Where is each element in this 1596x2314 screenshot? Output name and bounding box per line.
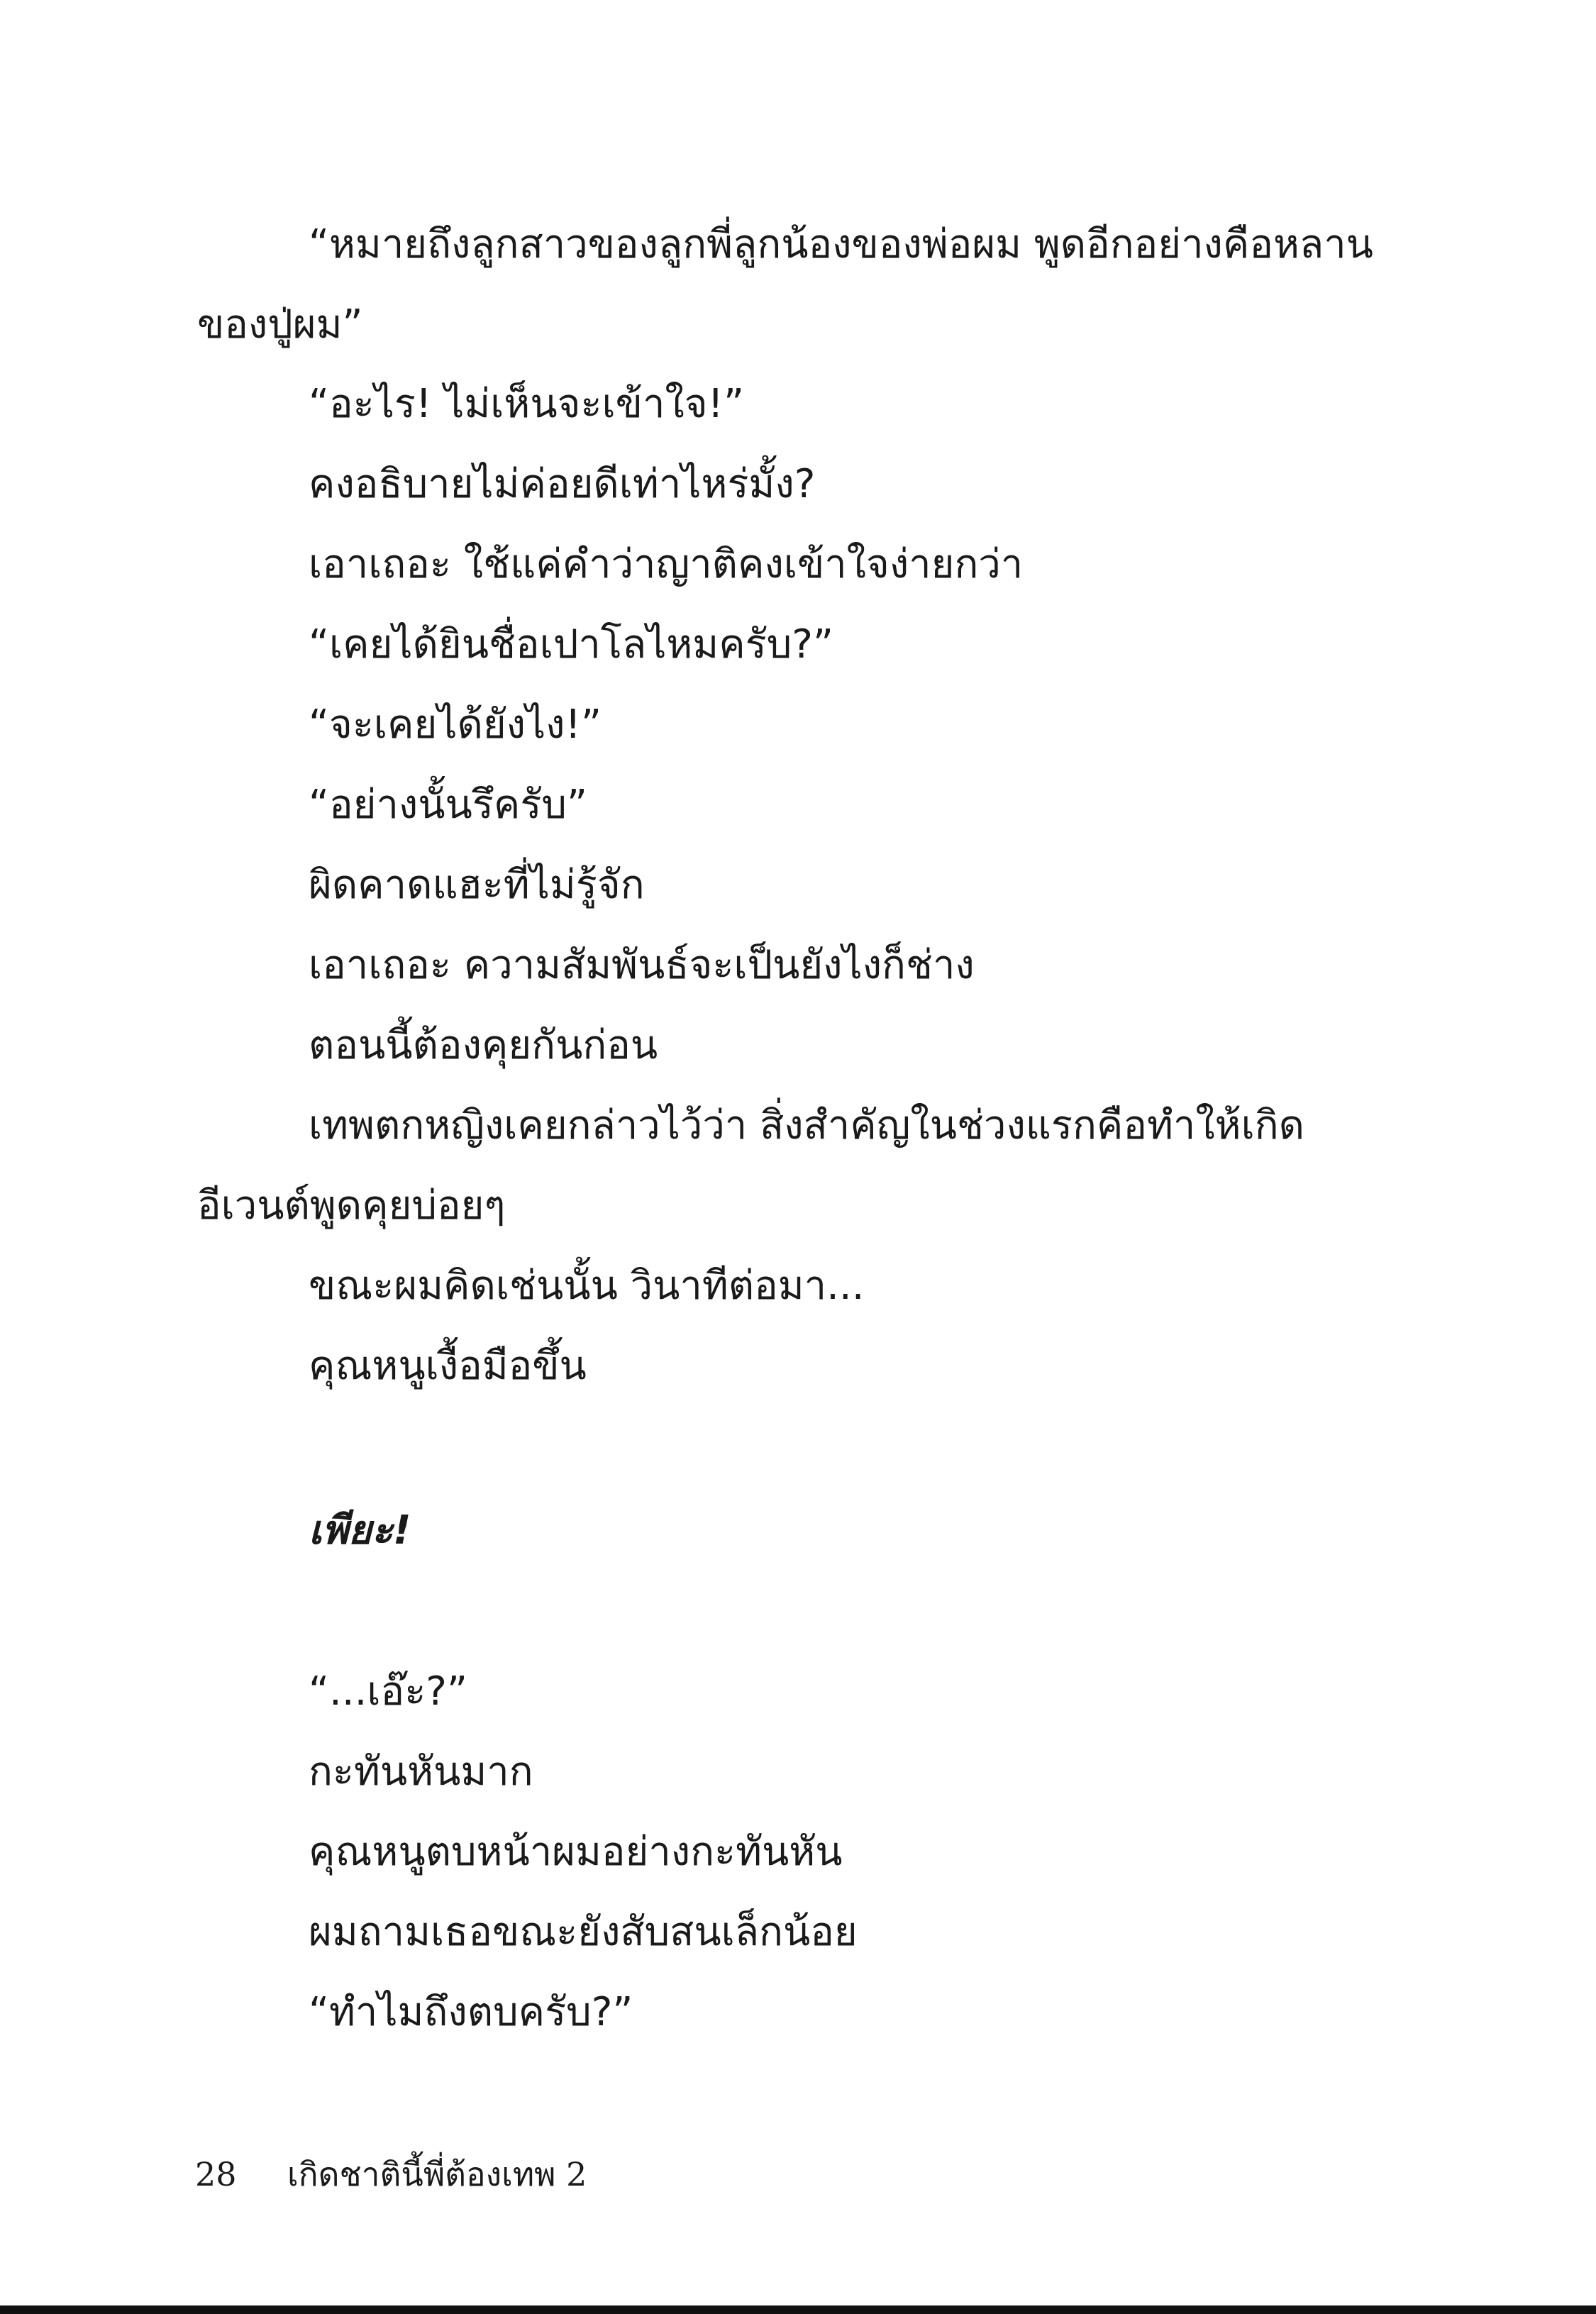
text-line: ผิดคาดแฮะที่ไม่รู้จัก (309, 862, 645, 908)
text-line: เทพตกหญิงเคยกล่าวไว้ว่า สิ่งสำคัญในช่วงแรกคือทำให้เกิด (309, 1102, 1304, 1148)
text-line: ตอนนี้ต้องคุยกันก่อน (309, 1022, 658, 1068)
text-line: เอาเถอะ ความสัมพันธ์จะเป็นยังไงก็ช่าง (309, 942, 975, 988)
text-line: ของปู่ผม” (197, 301, 363, 348)
text-line: “อะไร! ไม่เห็นจะเข้าใจ!” (309, 381, 745, 427)
text-line: กะทันหันมาก (309, 1749, 533, 1795)
text-line: “...เอ๊ะ?” (309, 1668, 467, 1715)
page-number: 28 (195, 2155, 237, 2193)
text-line: เอาเถอะ ใช้แค่คำว่าญาติคงเข้าใจง่ายกว่า (309, 541, 1024, 587)
bottom-edge-rule (0, 2305, 1596, 2314)
running-footer-title: เกิดชาตินี้พี่ต้องเทพ 2 (287, 2155, 587, 2193)
text-line: คุณหนูตบหน้าผมอย่างกะทันหัน (309, 1829, 843, 1875)
text-line: ผมถามเธอขณะยังสับสนเล็กน้อย (309, 1909, 858, 1955)
text-line: “ทำไมถึงตบครับ?” (309, 1989, 633, 2035)
text-line: ขณะผมคิดเช่นนั้น วินาทีต่อมา... (309, 1263, 865, 1309)
text-line: คุณหนูเงื้อมือขึ้น (309, 1343, 587, 1389)
text-line: “หมายถึงลูกสาวของลูกพี่ลูกน้องของพ่อผม พูดอีกอย่างคือหลาน (309, 221, 1373, 267)
sound-effect-text: เพียะ! (309, 1507, 411, 1554)
text-line: อีเวนต์พูดคุยบ่อยๆ (197, 1183, 506, 1229)
text-line: “เคยได้ยินชื่อเปาโลไหมครับ?” (309, 621, 834, 668)
text-line: คงอธิบายไม่ค่อยดีเท่าไหร่มั้ง? (309, 461, 816, 507)
text-line: “จะเคยได้ยังไง!” (309, 702, 602, 748)
text-line: “อย่างนั้นรึครับ” (309, 782, 587, 828)
